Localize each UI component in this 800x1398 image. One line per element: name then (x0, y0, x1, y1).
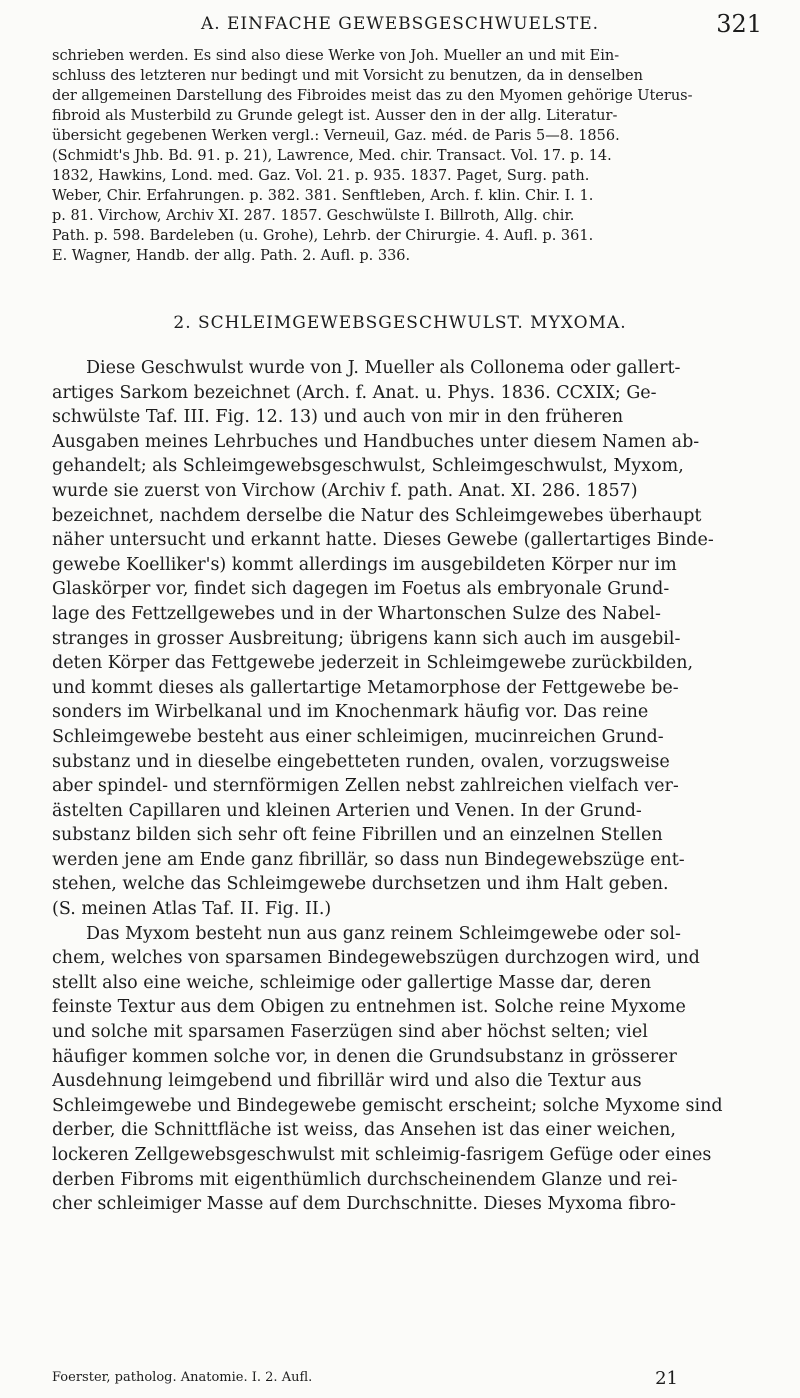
body-line: stellt also eine weiche, schleimige oder gallertige Masse dar, deren (52, 972, 652, 993)
body-line: näher untersucht und erkannt hatte. Dieses Gewebe (gallertartiges Binde- (52, 530, 714, 551)
body-line: gehandelt; als Schleimgewebsgeschwulst, Schleimgeschwulst, Myxom, (52, 456, 684, 477)
body-line: Schleimgewebe besteht aus einer schleimigen, mucinreichen Grund- (52, 726, 664, 747)
body-line: Schleimgewebe und Bindegewebe gemischt erscheint; solche Myxome sind (52, 1095, 723, 1116)
body-line: chem, welches von sparsamen Bindegewebszügen durchzogen wird, und (52, 948, 700, 969)
footnote-line: Weber, Chir. Erfahrungen. p. 382. 381. Senftleben, Arch. f. klin. Chir. I. 1. (52, 188, 594, 204)
body-line: cher schleimiger Masse auf dem Durchschnitte. Dieses Myxoma fibro- (52, 1194, 676, 1215)
body-line: (S. meinen Atlas Taf. II. Fig. II.) (52, 899, 332, 920)
body-line: derber, die Schnittfläche ist weiss, das Ansehen ist das einer weichen, (52, 1120, 676, 1141)
body-line: aber spindel- und sternförmigen Zellen nebst zahlreichen vielfach ver- (52, 776, 679, 797)
running-head (0, 10, 800, 40)
footnote-line: schluss des letzteren nur bedingt und mit Vorsicht zu benutzen, da in denselben (52, 68, 643, 84)
footnote-line: der allgemeinen Darstellung des Fibroides meist das zu den Myomen gehörige Uterus- (52, 88, 693, 104)
body-line: Diese Geschwulst wurde von J. Mueller als Collonema oder gallert- (86, 358, 681, 378)
body-line: schwülste Taf. III. Fig. 12. 13) und auch von mir in den früheren (52, 407, 624, 428)
footnote-paragraph (52, 46, 768, 266)
body-line: stehen, welche das Schleimgewebe durchsetzen und ihm Halt geben. (52, 874, 669, 895)
footnote-line: (Schmidt's Jhb. Bd. 91. p. 21), Lawrence, Med. chir. Transact. Vol. 17. p. 14. (52, 148, 612, 164)
footer-imprint: Foerster, patholog. Anatomie. I. 2. Aufl. (52, 1370, 313, 1385)
page-number: 321 (716, 10, 762, 38)
footnote-line: p. 81. Virchow, Archiv XI. 287. 1857. Geschwülste I. Billroth, Allg. chir. (52, 208, 575, 224)
body-line: und solche mit sparsamen Faserzügen sind aber höchst selten; viel (52, 1022, 648, 1043)
body-text (52, 356, 768, 1217)
body-line: Ausdehnung leimgebend und fibrillär wird und also die Textur aus (52, 1071, 642, 1092)
body-line: derben Fibroms mit eigenthümlich durchscheinendem Glanze und rei- (52, 1169, 678, 1190)
body-line: stranges in grosser Ausbreitung; übrigens kann sich auch im ausgebil- (52, 628, 681, 649)
running-title: A. EINFACHE GEWEBSGESCHWUELSTE. (200, 14, 600, 34)
footnote-line: Path. p. 598. Bardeleben (u. Grohe), Lehrb. der Chirurgie. 4. Aufl. p. 361. (52, 228, 594, 244)
signature-mark: 21 (655, 1368, 678, 1389)
footnote-line: schrieben werden. Es sind also diese Werke von Joh. Mueller an und mit Ein- (52, 48, 620, 64)
body-line: werden jene am Ende ganz fibrillär, so dass nun Bindegewebszüge ent- (52, 849, 685, 870)
body-line: Glaskörper vor, findet sich dagegen im Foetus als embryonale Grund- (52, 579, 670, 600)
footnote-line: übersicht gegebenen Werken vergl.: Verneuil, Gaz. méd. de Paris 5—8. 1856. (52, 128, 620, 144)
body-line: bezeichnet, nachdem derselbe die Natur des Schleimgewebes überhaupt (52, 505, 702, 526)
section-heading: 2. SCHLEIMGEWEBSGESCHWULST. MYXOMA. (173, 313, 627, 333)
body-line: und kommt dieses als gallertartige Metamorphose der Fettgewebe be- (52, 677, 679, 698)
body-line: feinste Textur aus dem Obigen zu entnehmen ist. Solche reine Myxome (52, 997, 686, 1018)
body-line: artiges Sarkom bezeichnet (Arch. f. Anat. u. Phys. 1836. CCXIX; Ge- (52, 382, 657, 403)
body-line: wurde sie zuerst von Virchow (Archiv f. path. Anat. XI. 286. 1857) (52, 480, 638, 501)
body-line: Das Myxom besteht nun aus ganz reinem Schleimgewebe oder sol- (86, 923, 681, 944)
body-line: lockeren Zellgewebsgeschwulst mit schleimig-fasrigem Gefüge oder eines (52, 1145, 712, 1165)
footnote-line: fibroid als Musterbild zu Grunde gelegt ist. Ausser den in der allg. Literatur- (52, 108, 618, 124)
page-footer (52, 1370, 768, 1392)
footnote-line: 1832, Hawkins, Lond. med. Gaz. Vol. 21. p. 935. 1837. Paget, Surg. path. (52, 168, 590, 184)
body-line: substanz und in dieselbe eingebetteten runden, ovalen, vorzugsweise (52, 751, 670, 772)
body-line: deten Körper das Fettgewebe jederzeit in Schleimgewebe zurückbilden, (52, 653, 694, 674)
body-line: Ausgaben meines Lehrbuches und Handbuches unter diesem Namen ab- (52, 431, 700, 452)
body-line: gewebe Koelliker's) kommt allerdings im ausgebildeten Körper nur im (52, 554, 677, 575)
body-line: substanz bilden sich sehr oft feine Fibrillen und an einzelnen Stellen (52, 825, 663, 846)
body-line: ästelten Capillaren und kleinen Arterien und Venen. In der Grund- (52, 800, 642, 821)
body-line: häufiger kommen solche vor, in denen die Grundsubstanz in grösserer (52, 1046, 677, 1067)
body-line: sonders im Wirbelkanal und im Knochenmark häufig vor. Das reine (52, 702, 649, 723)
body-line: lage des Fettzellgewebes und in der Whartonschen Sulze des Nabel- (52, 603, 661, 624)
footnote-line: E. Wagner, Handb. der allg. Path. 2. Aufl. p. 336. (52, 248, 411, 264)
